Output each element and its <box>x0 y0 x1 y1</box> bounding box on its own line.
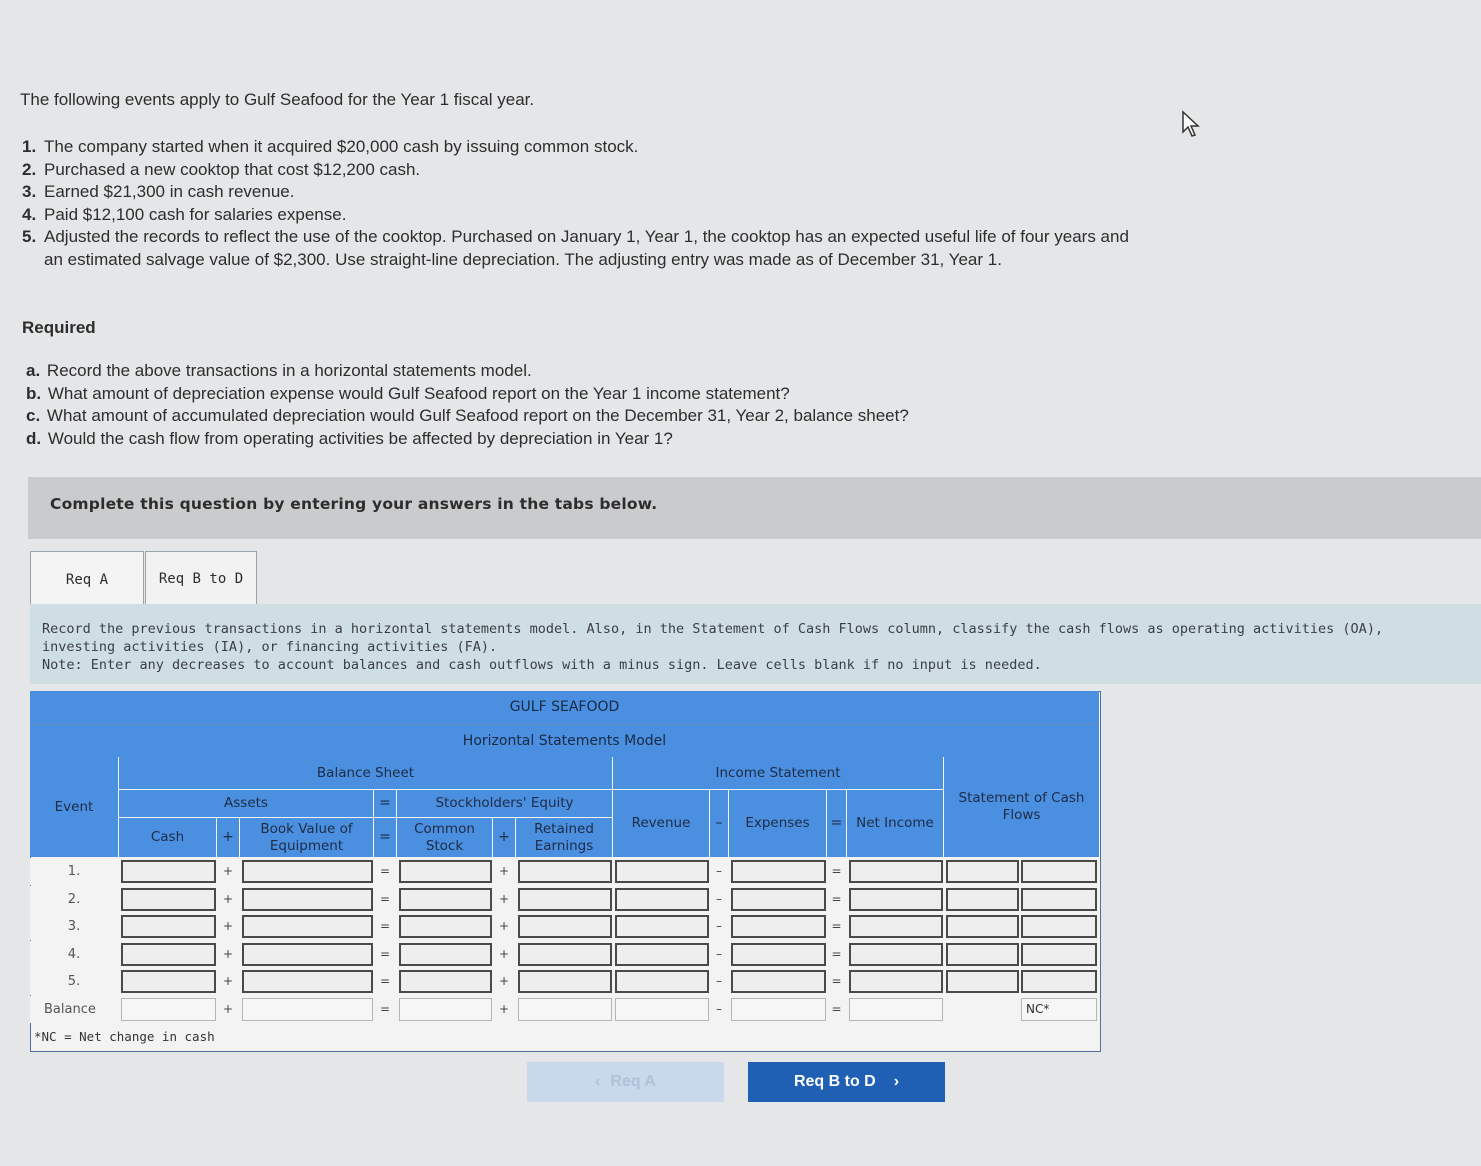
net-income-input[interactable] <box>849 888 943 911</box>
cash-input[interactable] <box>121 970 216 993</box>
operator-symbol: – <box>716 974 722 989</box>
revenue-input[interactable] <box>615 998 709 1021</box>
retained-earnings-input[interactable] <box>518 998 612 1021</box>
net-income-input[interactable] <box>849 970 943 993</box>
operator-symbol: + <box>222 891 234 906</box>
operator-symbol: = <box>379 891 391 906</box>
expenses-header: Expenses <box>729 790 826 857</box>
footnote: *NC = Net change in cash <box>34 1029 215 1044</box>
requirement-item: c. What amount of accumulated depreciation would Gulf Seafood report on the December 31, Year 2, balance sheet? <box>26 406 909 425</box>
balance-sheet-header: Balance Sheet <box>119 757 612 789</box>
expenses-input[interactable] <box>731 970 826 993</box>
tab-req-b-to-d[interactable]: Req B to D <box>145 551 257 607</box>
event-header: Event <box>30 757 118 857</box>
instructions-panel <box>30 604 1481 684</box>
cash-flow-amount-input[interactable] <box>946 860 1019 883</box>
mouse-cursor-icon <box>1180 110 1206 140</box>
operator-symbol: – <box>716 919 722 934</box>
cash-input[interactable] <box>121 943 216 966</box>
cash-flow-class-input[interactable] <box>1021 888 1097 911</box>
tab-req-a[interactable]: Req A <box>30 551 144 608</box>
equals-operator: = <box>374 818 396 857</box>
event-label: 5. <box>67 974 81 990</box>
event-label: 4. <box>67 946 81 962</box>
instructions-line: investing activities (IA), or financing activities (FA). <box>42 639 498 655</box>
common-stock-input[interactable] <box>399 888 492 911</box>
common-stock-input[interactable] <box>399 998 492 1021</box>
event-label: Balance <box>44 1002 96 1017</box>
chevron-left-icon: ‹ <box>595 1073 601 1090</box>
retained-earnings-input[interactable] <box>518 915 612 938</box>
event-label: 3. <box>67 919 81 935</box>
revenue-input[interactable] <box>615 860 709 883</box>
equals-operator: = <box>827 790 846 857</box>
cash-flow-class-input[interactable] <box>1021 860 1097 883</box>
net-income-input[interactable] <box>849 860 943 883</box>
cash-input[interactable] <box>121 888 216 911</box>
intro-text: The following events apply to Gulf Seafood for the Year 1 fiscal year. <box>20 90 535 109</box>
requirement-item: b. What amount of depreciation expense would Gulf Seafood report on the Year 1 income statement? <box>26 383 790 403</box>
event-item: 4. Paid $12,100 cash for salaries expense. <box>22 204 347 224</box>
operator-symbol: – <box>716 946 722 961</box>
revenue-input[interactable] <box>615 888 709 911</box>
operator-symbol: + <box>498 919 510 934</box>
book-value-equipment-input[interactable] <box>242 998 373 1021</box>
operator-symbol: = <box>379 974 391 989</box>
requirements-list <box>26 360 909 450</box>
operator-symbol: = <box>831 974 842 989</box>
operator-symbol: + <box>498 891 510 906</box>
chevron-right-icon: › <box>893 1073 900 1090</box>
required-heading: Required <box>22 318 96 337</box>
event-item: 5. Adjusted the records to reflect the use of the cooktop. Purchased on January 1, Year 1, the cooktop has an expected useful life of four years and an estimated salvage value of $2,300. Use straight-line depreciation. The adjusting entry was made as of December 31, Year 1. <box>22 227 1129 269</box>
net-income-header: Net Income <box>847 790 943 857</box>
cash-flow-class-input[interactable] <box>1021 943 1097 966</box>
event-item: 3. Earned $21,300 in cash revenue. <box>22 182 295 201</box>
retained-earnings-header: Retained Earnings <box>516 818 612 857</box>
book-value-equipment-input[interactable] <box>242 943 373 966</box>
book-value-equipment-input[interactable] <box>242 860 373 883</box>
common-stock-input[interactable] <box>399 943 492 966</box>
common-stock-input[interactable] <box>399 860 492 883</box>
instructions-line: Record the previous transactions in a horizontal statements model. Also, in the Statement of Cash Flows column, classify the cash flows as operating activities (OA), <box>42 621 1384 637</box>
cash-input[interactable] <box>121 860 216 883</box>
cash-input[interactable] <box>121 998 216 1021</box>
net-income-input[interactable] <box>849 943 943 966</box>
revenue-input[interactable] <box>615 943 709 966</box>
retained-earnings-input[interactable] <box>518 860 612 883</box>
operator-symbol: + <box>498 864 510 878</box>
operator-symbol: = <box>379 946 391 961</box>
cash-flow-amount-input[interactable] <box>946 915 1019 938</box>
cash-header: Cash <box>119 818 216 857</box>
net-change-cash-label: NC* <box>1021 998 1097 1021</box>
cash-flows-header: Statement of Cash Flows <box>944 757 1099 857</box>
prev-button[interactable]: ‹ Req A <box>527 1062 724 1102</box>
cash-flow-amount-input[interactable] <box>946 970 1019 993</box>
equity-header: Stockholders' Equity <box>397 790 612 817</box>
operator-symbol: + <box>498 946 510 961</box>
horizontal-statements-table <box>30 691 1100 1051</box>
net-income-input[interactable] <box>849 998 943 1021</box>
revenue-input[interactable] <box>615 970 709 993</box>
operator-symbol: + <box>498 1002 510 1016</box>
expenses-input[interactable] <box>731 915 826 938</box>
requirement-item: d. Would the cash flow from operating activities be affected by depreciation in Year 1? <box>26 428 673 448</box>
plus-operator: + <box>493 818 515 857</box>
operator-symbol: = <box>831 946 842 961</box>
next-button[interactable]: Req B to D › <box>748 1062 945 1102</box>
operator-symbol: + <box>222 974 234 989</box>
complete-prompt: Complete this question by entering your answers in the tabs below. <box>50 495 658 513</box>
common-stock-header: Common Stock <box>397 818 492 857</box>
operator-symbol: = <box>831 1002 842 1016</box>
events-list <box>22 136 1152 271</box>
cash-flow-amount-input[interactable] <box>946 888 1019 911</box>
income-statement-header: Income Statement <box>613 757 943 789</box>
revenue-input[interactable] <box>615 915 709 938</box>
expenses-input[interactable] <box>731 860 826 883</box>
operator-symbol: – <box>716 891 722 906</box>
operator-symbol: + <box>498 974 510 989</box>
retained-earnings-input[interactable] <box>518 943 612 966</box>
expenses-input[interactable] <box>731 888 826 911</box>
revenue-header: Revenue <box>613 790 709 857</box>
operator-symbol: + <box>222 946 234 961</box>
event-label: 1. <box>67 864 81 879</box>
cash-flow-amount-input[interactable] <box>946 943 1019 966</box>
expenses-input[interactable] <box>731 943 826 966</box>
expenses-input[interactable] <box>731 998 826 1021</box>
operator-symbol: = <box>831 891 842 906</box>
operator-symbol: – <box>716 1002 722 1016</box>
common-stock-input[interactable] <box>399 970 492 993</box>
requirement-item: a. Record the above transactions in a horizontal statements model. <box>26 361 532 380</box>
operator-symbol: + <box>222 919 234 934</box>
operator-symbol: = <box>831 919 842 934</box>
cash-flow-class-input[interactable] <box>1021 970 1097 993</box>
plus-operator: + <box>217 818 239 857</box>
complete-banner <box>28 477 1481 539</box>
operator-symbol: = <box>379 1002 391 1016</box>
net-income-input[interactable] <box>849 915 943 938</box>
instructions-note: Note: Enter any decreases to account balances and cash outflows with a minus sign. Leave cells blank if no input is needed. <box>42 657 1042 673</box>
operator-symbol: + <box>222 1002 234 1016</box>
retained-earnings-input[interactable] <box>518 970 612 993</box>
common-stock-input[interactable] <box>399 915 492 938</box>
event-item: 2. Purchased a new cooktop that cost $12,200 cash. <box>22 159 421 179</box>
book-value-equipment-input[interactable] <box>242 888 373 911</box>
event-item: 1. The company started when it acquired $20,000 cash by issuing common stock. <box>22 137 639 156</box>
event-label: 2. <box>67 891 81 907</box>
book-value-equipment-input[interactable] <box>242 970 373 993</box>
assets-header: Assets <box>119 790 373 817</box>
operator-symbol: = <box>831 864 842 878</box>
operator-symbol: – <box>716 864 722 878</box>
bv-equipment-header: Book Value of Equipment <box>240 818 373 857</box>
book-value-equipment-input[interactable] <box>242 915 373 938</box>
operator-symbol: = <box>379 919 391 934</box>
retained-earnings-input[interactable] <box>518 888 612 911</box>
minus-operator: – <box>710 790 728 857</box>
cash-flow-class-input[interactable] <box>1021 915 1097 938</box>
company-name: GULF SEAFOOD <box>30 691 1099 725</box>
model-title: Horizontal Statements Model <box>30 725 1099 757</box>
operator-symbol: = <box>379 864 391 878</box>
cash-input[interactable] <box>121 915 216 938</box>
operator-symbol: + <box>222 864 234 878</box>
equals-operator: = <box>374 790 396 817</box>
